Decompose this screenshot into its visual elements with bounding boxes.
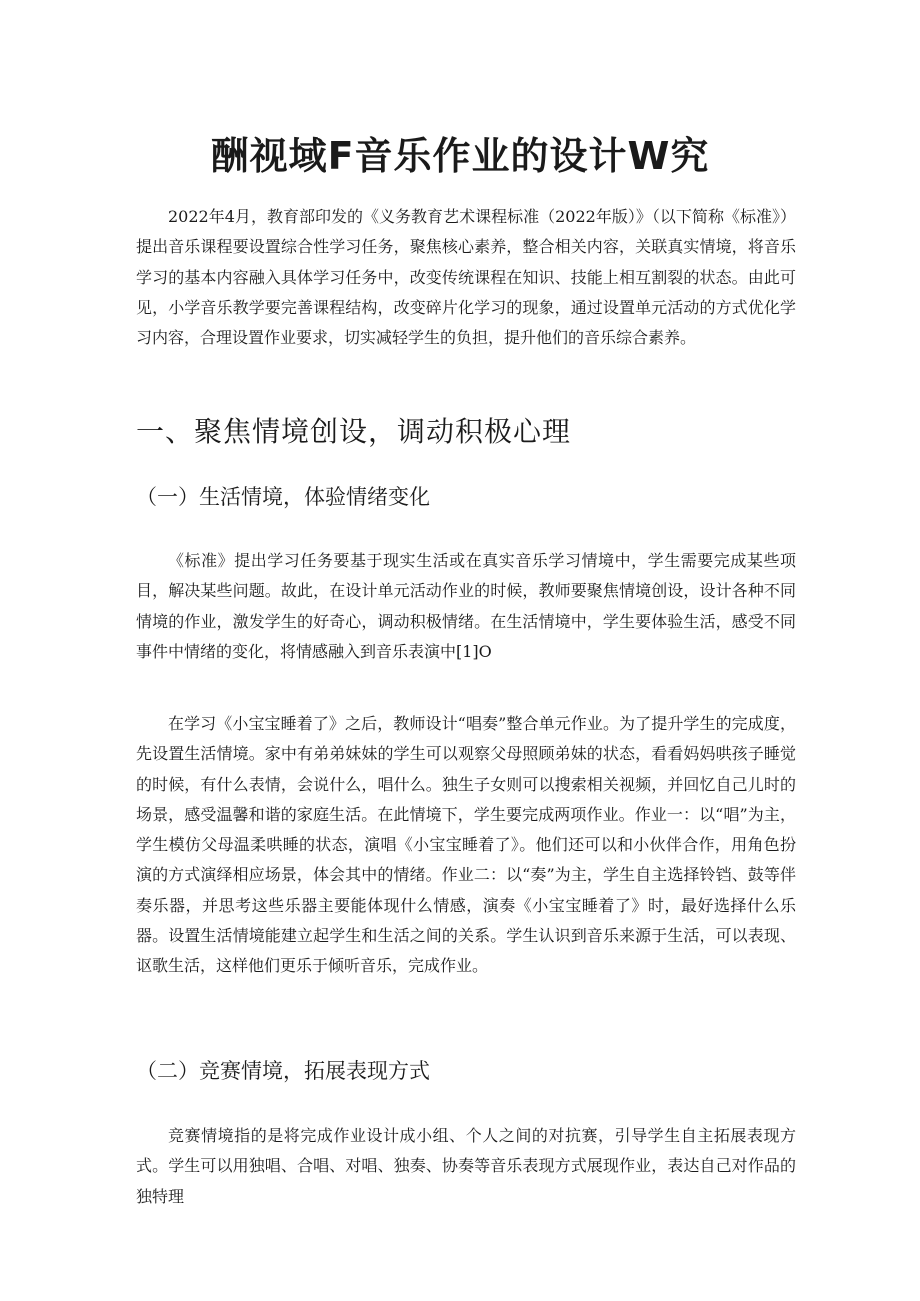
subsection-heading: （二）竞赛情境，拓展表现方式 xyxy=(136,1059,430,1083)
subsection-heading: （一）生活情境，体验情绪变化 xyxy=(136,485,430,509)
section-heading: 一、聚焦情境创设，调动积极心理 xyxy=(136,415,572,448)
body-paragraph: 在学习《小宝宝睡着了》之后，教师设计“唱奏”整合单元作业。为了提升学生的完成度，先设置生活情境。家中有弟弟妹妹的学生可以观察父母照顾弟妹的状态，看看妈妈哄孩子睡觉的时候，有什么表情，会说什么，唱什么。独生子女则可以搜索相关视频，并回忆自己儿时的场景，感受温馨和谐的家庭生活。在此情境下，学生要完成两项作业。作业一：以“唱”为主，学生模仿父母温柔哄睡的状态，演唱《小宝宝睡着了》。他们还可以和小伙伴合作，用角色扮演的方式演绎相应场景，体会其中的情绪。作业二：以“奏”为主，学生自主选择铃铛、鼓等伴奏乐器，并思考这些乐器主要能体现什么情感，演奏《小宝宝睡着了》时，最好选择什么乐器。设置生活情境能建立起学生和生活之间的关系。学生认识到音乐来源于生活，可以表现、讴歌生活，这样他们更乐于倾听音乐，完成作业。 xyxy=(136,714,796,976)
intro-paragraph: 2022年4月，教育部印发的《义务教育艺术课程标准（2022年版）》（以下简称《标准》）提出音乐课程要设置综合性学习任务，聚焦核心素养，整合相关内容，关联真实情境，将音乐学习的基本内容融入具体学习任务中，改变传统课程在知识、技能上相互割裂的状态。由此可见，小学音乐教学要完善课程结构，改变碎片化学习的现象，通过设置单元活动的方式优化学习内容，合理设置作业要求，切实减轻学生的负担，提升他们的音乐综合素养。 xyxy=(136,207,796,348)
body-paragraph: 竞赛情境指的是将完成作业设计成小组、个人之间的对抗赛，引导学生自主拓展表现方式。学生可以用独唱、合唱、对唱、独奏、协奏等音乐表现方式展现作业，表达自己对作品的独特理 xyxy=(136,1126,796,1206)
document-title: 酬视域F音乐作业的设计W究 xyxy=(210,134,710,178)
body-paragraph: 《标准》提出学习任务要基于现实生活或在真实音乐学习情境中，学生需要完成某些项目，解决某些问题。故此，在设计单元活动作业的时候，教师要聚焦情境创设，设计各种不同情境的作业，激发学生的好奇心，调动积极情绪。在生活情境中，学生要体验生活，感受不同事件中情绪的变化，将情感融入到音乐表演中[1]O xyxy=(136,551,796,661)
